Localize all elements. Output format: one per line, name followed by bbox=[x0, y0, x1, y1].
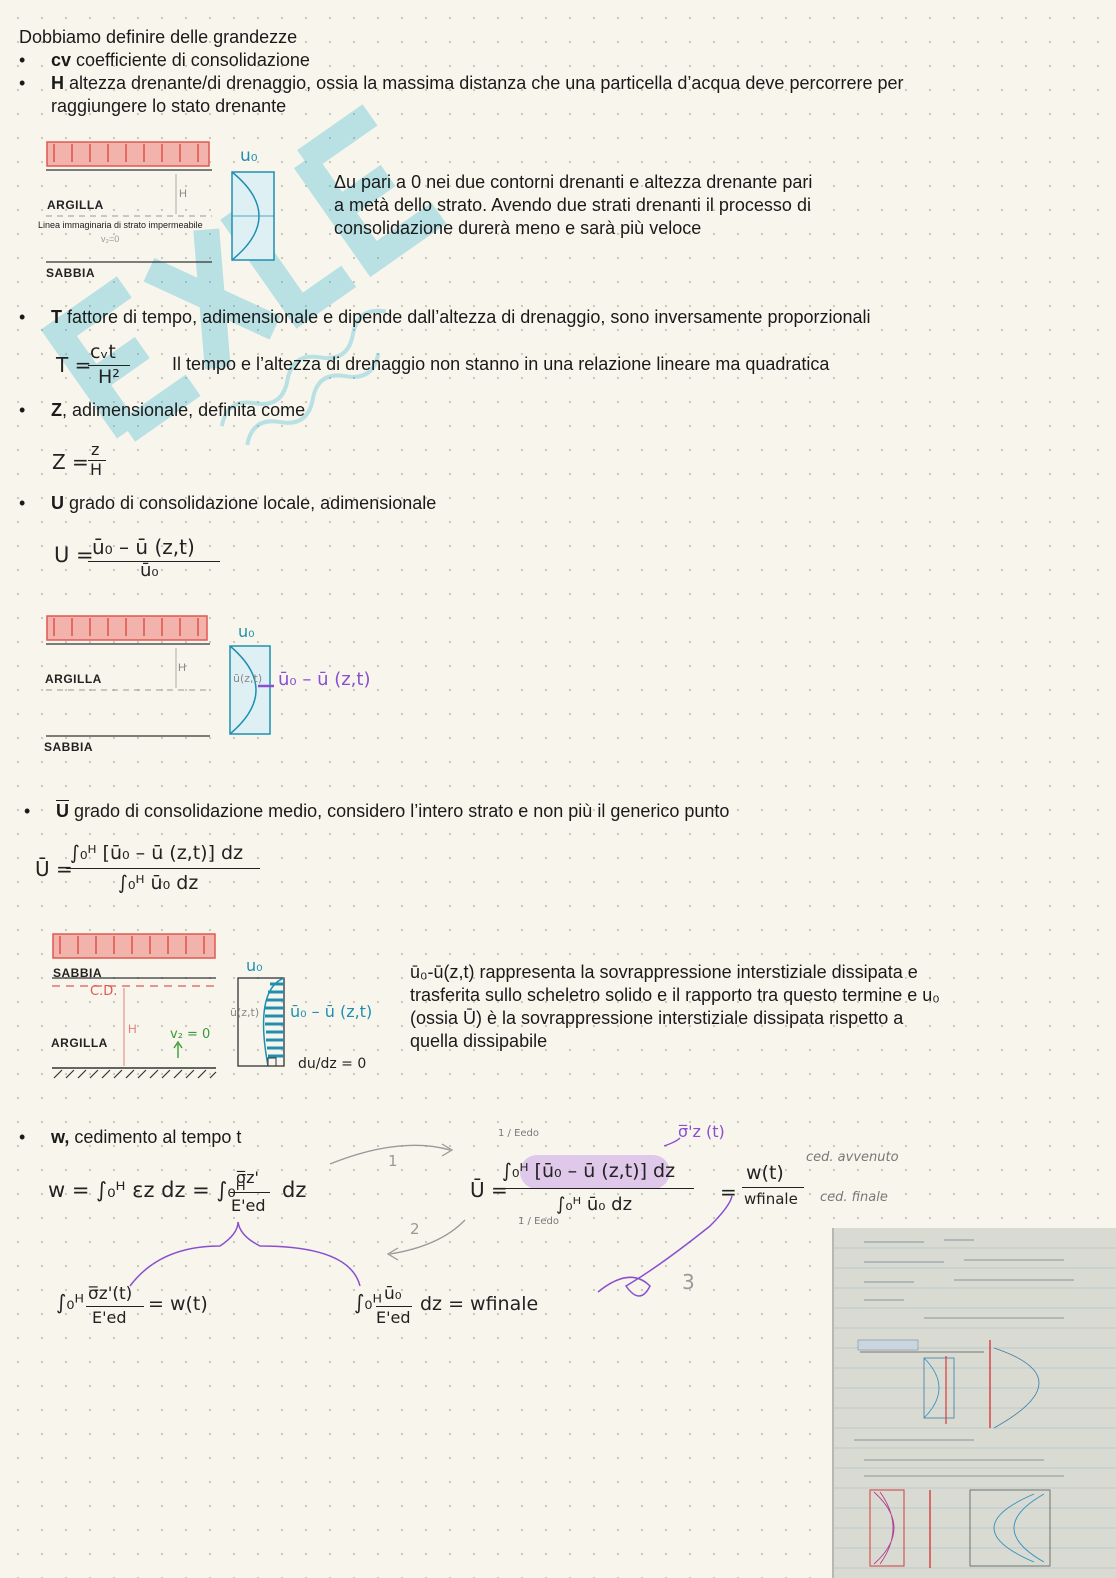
diff-label: ū₀ – ū (z,t) bbox=[290, 1002, 373, 1021]
diff-label: ū₀ – ū (z,t) bbox=[278, 669, 371, 690]
intro-text: Dobbiamo definire delle grandezze bbox=[19, 27, 298, 47]
left-res: = w(t) bbox=[148, 1293, 208, 1315]
formula-u-num: ū₀ – ū (z,t) bbox=[92, 535, 195, 559]
notebook-photo-image bbox=[834, 1228, 1116, 1578]
clay-label: ARGILLA bbox=[45, 672, 102, 686]
fig1-caption-3: consolidazione durerà meno e sarà più veloce bbox=[334, 218, 702, 238]
text: , adimensionale, definita come bbox=[62, 400, 306, 420]
formula-u-lhs: U = bbox=[54, 543, 94, 567]
formula-t-lhs: T = bbox=[56, 353, 92, 377]
left-den: E'ed bbox=[92, 1308, 127, 1327]
formula-t-den: H² bbox=[98, 366, 120, 388]
formula-z-lhs: Z = bbox=[52, 450, 89, 474]
arrow-2-label: 2 bbox=[410, 1220, 420, 1238]
impermeable-line-label: Linea immaginaria di strato impermeabile bbox=[38, 220, 203, 230]
arrow-1-label: 1 bbox=[388, 1152, 398, 1170]
dudz-label: du/dz = 0 bbox=[298, 1056, 367, 1072]
fraction-bar bbox=[742, 1187, 804, 1188]
bullet: • bbox=[19, 73, 26, 93]
cd-label: C.D. bbox=[90, 984, 118, 999]
formula-t-note: Il tempo e l’altezza di drenaggio non stanno in una relazione lineare ma quadratica bbox=[172, 354, 830, 374]
item-u bbox=[51, 492, 436, 515]
sigma-t: σ̅'z (t) bbox=[678, 1122, 725, 1141]
term: Z bbox=[51, 400, 62, 420]
term: $\overline{U}$ bbox=[56, 801, 69, 821]
sand-label: SABBIA bbox=[46, 266, 96, 280]
bullet: • bbox=[19, 493, 26, 513]
right-den: E'ed bbox=[376, 1308, 411, 1327]
u0-label: u₀ bbox=[238, 622, 255, 641]
text: grado di consolidazione locale, adimensionale bbox=[64, 493, 437, 513]
text: fattore di tempo, adimensionale e dipende dall’altezza di drenaggio, sono inversamente proporzionali bbox=[62, 307, 871, 327]
text: grado di consolidazione medio, considero l’intero strato e non più il generico punto bbox=[69, 801, 730, 821]
uzt-label: ū(z,t) bbox=[233, 672, 263, 685]
item-t bbox=[51, 306, 871, 329]
bullet: • bbox=[24, 801, 31, 821]
item-cv bbox=[51, 49, 310, 72]
term: cv bbox=[51, 50, 72, 70]
right-int: ∫₀ᴴ bbox=[354, 1290, 382, 1314]
term: T bbox=[51, 307, 62, 327]
formula-z-den: H bbox=[90, 460, 103, 479]
v-label: v₂ = 0 bbox=[170, 1027, 211, 1042]
u0-label: u₀ bbox=[240, 146, 258, 166]
uzt-label: ū(z,t) bbox=[230, 1006, 260, 1019]
text: cedimento al tempo t bbox=[69, 1127, 242, 1147]
formula-ubar2-den: ∫₀ᴴ ū₀ dz bbox=[556, 1194, 633, 1215]
h-label: H bbox=[179, 188, 187, 200]
fig3-caption-3: (ossia Ū) è la sovrappressione interstiziale dissipata rispetto a bbox=[410, 1008, 904, 1028]
eq-sign: = bbox=[720, 1180, 737, 1204]
arrow-3-label: 3 bbox=[682, 1270, 695, 1294]
formula-w-frac-den: E'ed bbox=[231, 1196, 266, 1215]
clay-label: ARGILLA bbox=[47, 198, 104, 212]
ratio-num: w(t) bbox=[746, 1162, 784, 1184]
ced-finale: ced. finale bbox=[820, 1190, 888, 1205]
bullet: • bbox=[19, 1127, 26, 1147]
fig1-caption-2: a metà dello strato. Avendo due strati drenanti il processo di bbox=[334, 195, 811, 215]
clay-label: ARGILLA bbox=[51, 1036, 108, 1050]
left-num: σ̅z'(t) bbox=[88, 1284, 133, 1304]
bullet: • bbox=[19, 50, 26, 70]
h-label: H bbox=[178, 662, 186, 674]
formula-ubar2-num: ∫₀ᴴ [ū₀ – ū (z,t)] dz bbox=[502, 1160, 676, 1182]
formula-ubar-num: ∫₀ᴴ [ū₀ – ū (z,t)] dz bbox=[70, 842, 244, 864]
formula-w-main: w = ∫₀ᴴ εz dz = ∫₀ᴴ bbox=[48, 1178, 246, 1202]
right-res: dz = wfinale bbox=[420, 1293, 539, 1315]
formula-ubar-lhs: Ū = bbox=[35, 857, 73, 881]
text: altezza drenante/di drenaggio, ossia la massima distanza che una particella d’acqua deve percorrere per bbox=[64, 73, 904, 93]
text: coefficiente di consolidazione bbox=[71, 50, 310, 70]
item-h-line2: raggiungere lo stato drenante bbox=[51, 96, 287, 116]
u0-label: u₀ bbox=[246, 956, 263, 975]
fig1-caption-1: Δu pari a 0 nei due contorni drenanti e altezza drenante pari bbox=[334, 172, 813, 192]
right-num: ū₀ bbox=[384, 1284, 402, 1304]
h-label: H bbox=[128, 1022, 137, 1036]
v-label: v₂=0 bbox=[101, 234, 120, 244]
fraction-bar bbox=[66, 868, 260, 869]
pre-den: 1 / Eedo bbox=[518, 1216, 560, 1227]
item-h bbox=[51, 72, 904, 95]
sand-label: SABBIA bbox=[44, 740, 94, 754]
term: w, bbox=[51, 1127, 70, 1147]
left-int: ∫₀ᴴ bbox=[56, 1290, 84, 1314]
formula-z-num: z bbox=[91, 440, 100, 459]
formula-ubar-den: ∫₀ᴴ ū₀ dz bbox=[118, 872, 199, 894]
bullet: • bbox=[19, 400, 26, 420]
fig3-caption-2: trasferita sullo scheletro solido e il rapporto tra questo termine e u₀ bbox=[410, 985, 940, 1005]
fraction-bar bbox=[86, 1306, 144, 1307]
formula-ubar2-lhs: Ū = bbox=[470, 1178, 508, 1202]
fig3-caption-4: quella dissipabile bbox=[410, 1031, 548, 1051]
fraction-bar bbox=[376, 1306, 412, 1307]
pre-num: 1 / Eedo bbox=[498, 1128, 540, 1139]
term: U bbox=[51, 493, 64, 513]
formula-u-den: ū₀ bbox=[140, 560, 159, 581]
term: H bbox=[51, 73, 64, 93]
formula-w-frac-num: σ̅z' bbox=[236, 1168, 259, 1187]
ratio-den: wfinale bbox=[744, 1190, 798, 1208]
annotation-arrows bbox=[120, 1136, 740, 1306]
sand-label: SABBIA bbox=[53, 966, 103, 980]
item-ubar bbox=[56, 800, 729, 823]
bullet: • bbox=[19, 307, 26, 327]
ced-avvenuto: ced. avvenuto bbox=[806, 1150, 899, 1165]
fig3-caption-1: ū₀-ū(z,t) rappresenta la sovrappressione interstiziale dissipata e bbox=[410, 962, 918, 982]
formula-w-tail: dz bbox=[282, 1178, 307, 1202]
notebook-photo bbox=[832, 1228, 1116, 1578]
item-z bbox=[51, 399, 305, 422]
formula-t-num: cᵥt bbox=[90, 341, 116, 363]
